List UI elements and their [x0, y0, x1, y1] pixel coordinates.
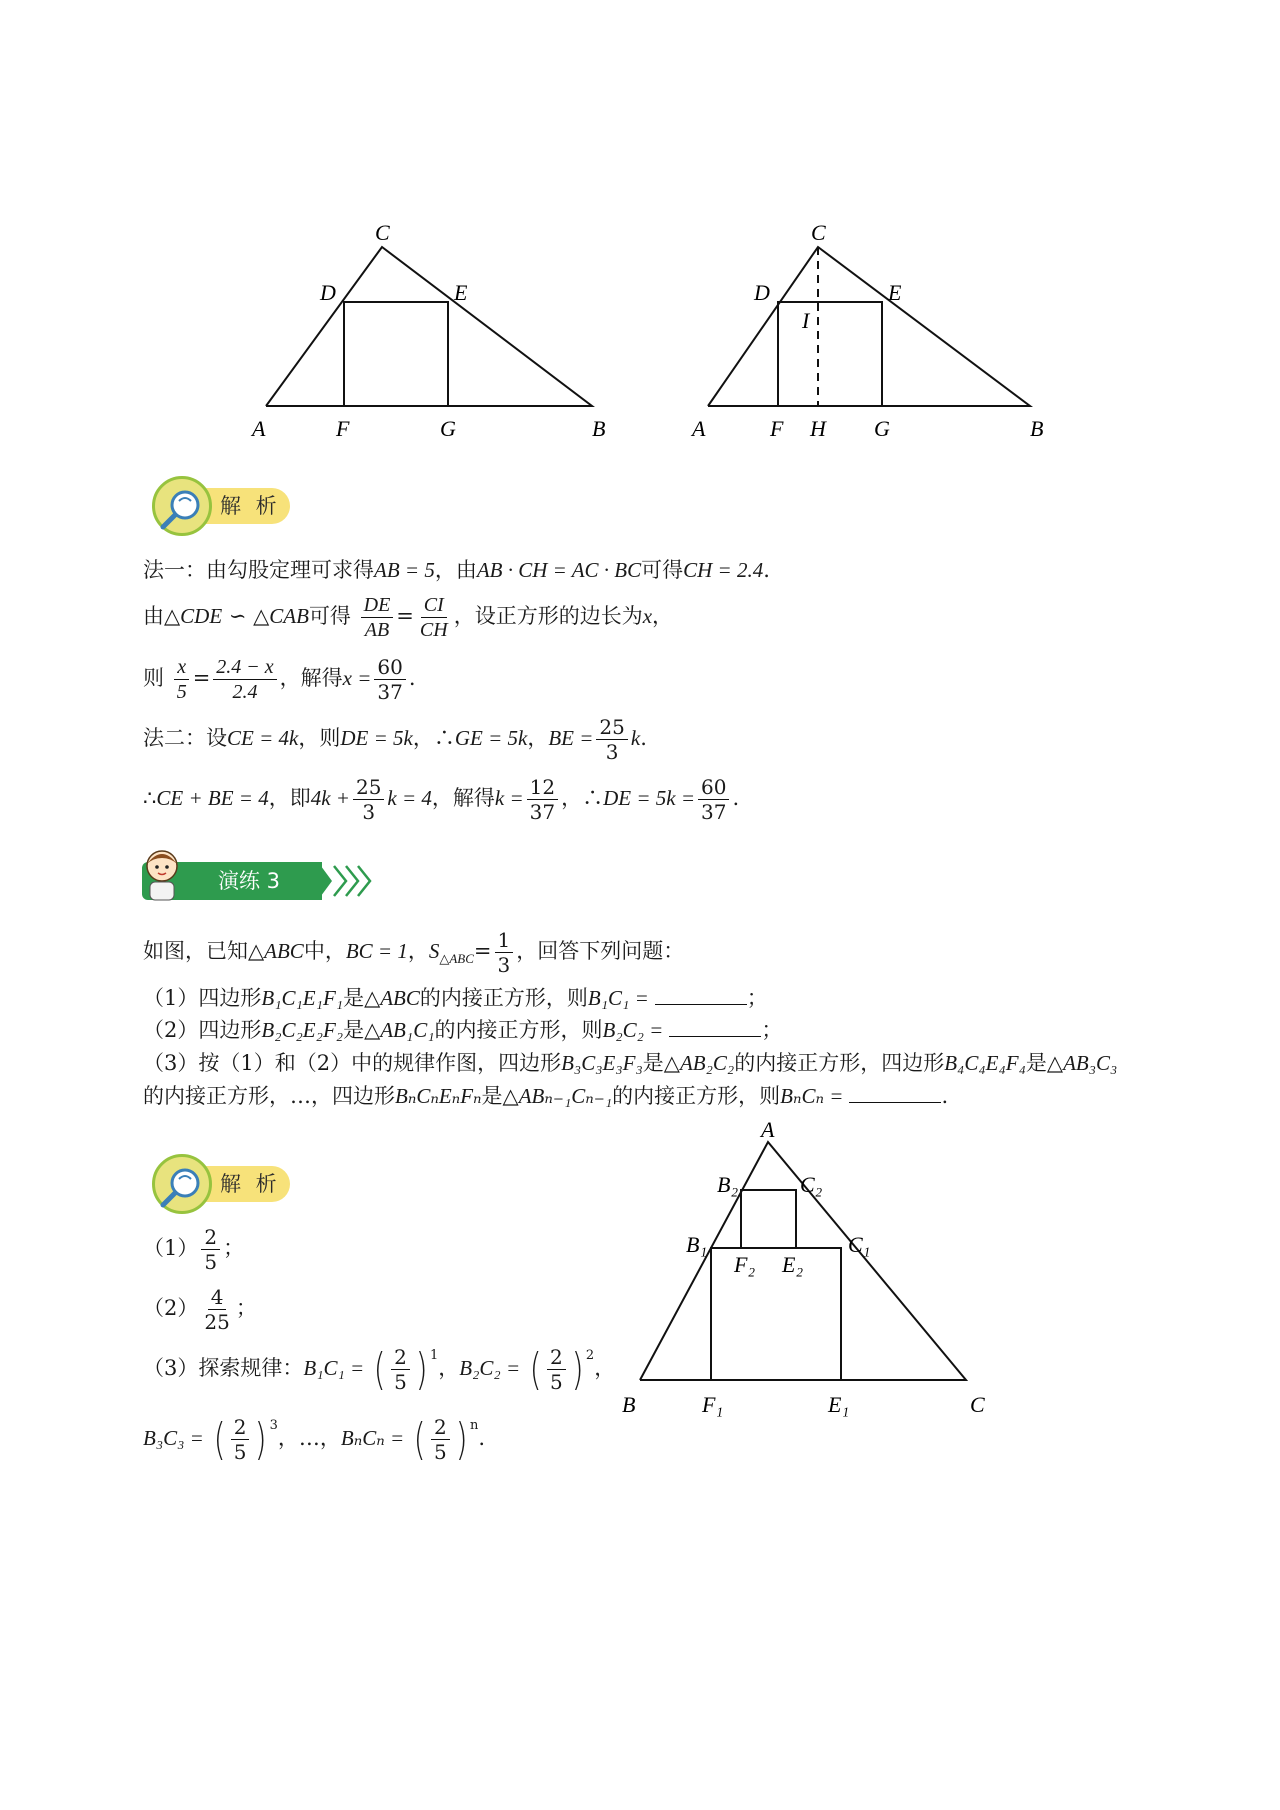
method2-line1: 法二：设CE = 4k，则DE = 5k，∴GE = 5k，BE = $\frac{25}{3}$ k.: [143, 715, 647, 764]
fraction-4-25: $\frac{4}{25}$: [204, 1285, 230, 1334]
label-I: I: [802, 308, 810, 333]
label-B: B: [622, 1392, 636, 1417]
answer-blank-2[interactable]: [669, 1014, 761, 1037]
label-D: D: [754, 280, 770, 305]
figure-triangle-2: [670, 210, 1060, 450]
method1-line3: 则 $\frac{x}{5}$ = $\frac{2.4 - x}{2.4}$ ，解得x = $\frac{60}{37}$ .: [143, 655, 416, 704]
figure-nested-squares: [610, 1120, 1000, 1420]
answer-3-line1: （3）探索规律：B₁C₁ = ( $\frac{2}{5}$ ) $^1$，B₂C₂ = ( $\frac{2}{5}$ ) $^2$，: [143, 1343, 616, 1395]
label-B2: B₂: [717, 1172, 739, 1197]
problem-intro: 如图，已知△ABC中，BC = 1，$S_{\triangle ABC}=$ $\frac{1}{3}$ ，回答下列问题：: [143, 928, 685, 977]
label-C: C: [970, 1392, 985, 1417]
answer-blank-3[interactable]: [849, 1080, 941, 1103]
figure-triangle-1: [240, 210, 630, 450]
fraction-CI-CH: $\frac{CI}{CH}$: [419, 594, 448, 641]
label-F: F: [770, 416, 784, 441]
label-B1: B₁: [686, 1232, 708, 1257]
label-E1: E₁: [828, 1392, 850, 1417]
square-1: [711, 1248, 841, 1380]
label-H: H: [810, 416, 826, 441]
question-3-line1: （3）按（1）和（2）中的规律作图，四边形B₃C₃E₃F₃是△AB₂C₂的内接正方形，四边形B₄C₄E₄F₄是△AB₃C₃: [143, 1051, 1118, 1075]
fraction-60-37b: $\frac{60}{37}$: [698, 775, 729, 824]
question-2: （2）四边形B₂C₂E₂F₂是△AB₁C₁的内接正方形，则B₂C₂ = ；: [143, 1014, 782, 1045]
label-B: B: [1030, 416, 1044, 441]
fraction-2-5: $\frac{2}{5}$: [201, 1225, 220, 1274]
label-A: A: [761, 1120, 775, 1142]
analysis-label-2: 解 析: [220, 1172, 281, 1196]
label-A: A: [252, 416, 266, 441]
label-C: C: [375, 220, 390, 245]
fraction-25-3b: $\frac{25}{3}$: [353, 775, 384, 824]
label-C2: C₂: [800, 1172, 823, 1197]
fraction-25-3: $\frac{25}{3}$: [596, 715, 627, 764]
label-F: F: [336, 416, 350, 441]
fraction-2.4-x: $\frac{2.4 - x}{2.4}$: [213, 655, 276, 704]
label-C: C: [811, 220, 826, 245]
question-3-line2: 的内接正方形，…，四边形BₙCₙEₙFₙ是△ABₙ₋₁Cₙ₋₁的内接正方形，则BₙCₙ = .: [143, 1080, 948, 1111]
fraction-DE-AB: $\frac{DE}{AB}$: [361, 593, 394, 642]
label-G: G: [440, 416, 456, 441]
triangle-outline: [266, 247, 592, 406]
method2-line2: ∴CE + BE = 4，即4k + $\frac{25}{3}$ k = 4，解得k = $\frac{12}{37}$ ，∴DE = 5k = $\frac{60}{37}$ .: [143, 775, 740, 824]
fraction-x-5: $\frac{x}{5}$: [174, 655, 190, 704]
inscribed-square: [344, 302, 448, 406]
student-avatar-icon: [138, 846, 186, 904]
problem-statement: [143, 928, 1143, 1128]
question-1: （1）四边形B₁C₁E₁F₁是△ABC的内接正方形，则B₁C₁ = ；: [143, 982, 768, 1013]
answer-blank-1[interactable]: [655, 982, 747, 1005]
label-F2: F₂: [734, 1252, 756, 1277]
label-G: G: [874, 416, 890, 441]
label-A: A: [692, 416, 706, 441]
triangle-outline: [708, 247, 1030, 406]
magnifier-icon: [152, 1154, 212, 1214]
solution-2: [143, 1225, 643, 1505]
fraction-60-37: $\frac{60}{37}$: [374, 655, 405, 704]
analysis-label: 解 析: [220, 494, 281, 518]
magnifier-icon: [152, 476, 212, 536]
label-E2: E₂: [782, 1252, 804, 1277]
label-E: E: [888, 280, 902, 305]
label-D: D: [320, 280, 336, 305]
label-F1: F₁: [702, 1392, 724, 1417]
method1-line1: 法一：由勾股定理可求得AB = 5，由AB · CH = AC · BC可得CH = 2.4.: [143, 558, 770, 582]
label-B: B: [592, 416, 606, 441]
inscribed-square: [778, 302, 882, 406]
exercise-label: 演练 3: [218, 869, 281, 893]
solution-1: [143, 555, 1143, 835]
answer-1: （1） $\frac{2}{5}$ ；: [143, 1225, 245, 1274]
answer-2: （2） $\frac{4}{25}$ ；: [143, 1285, 257, 1334]
label-E: E: [454, 280, 468, 305]
fraction-1-3: $\frac{1}{3}$: [495, 928, 514, 977]
answer-3-line2: B₃C₃ = ( $\frac{2}{5}$ ) $^3$，…，BₙCₙ = ( $\frac{2}{5}$ ) $^n$.: [143, 1413, 486, 1465]
square-2: [741, 1190, 796, 1248]
fraction-12-37: $\frac{12}{37}$: [527, 775, 558, 824]
method1-line2: 由△CDE ∽ △CAB可得 $\frac{DE}{AB}$ = $\frac{CI}{CH}$ ，设正方形的边长为x，: [143, 594, 674, 641]
chevron-arrows-icon: [318, 862, 378, 900]
label-C1: C₁: [848, 1232, 871, 1257]
